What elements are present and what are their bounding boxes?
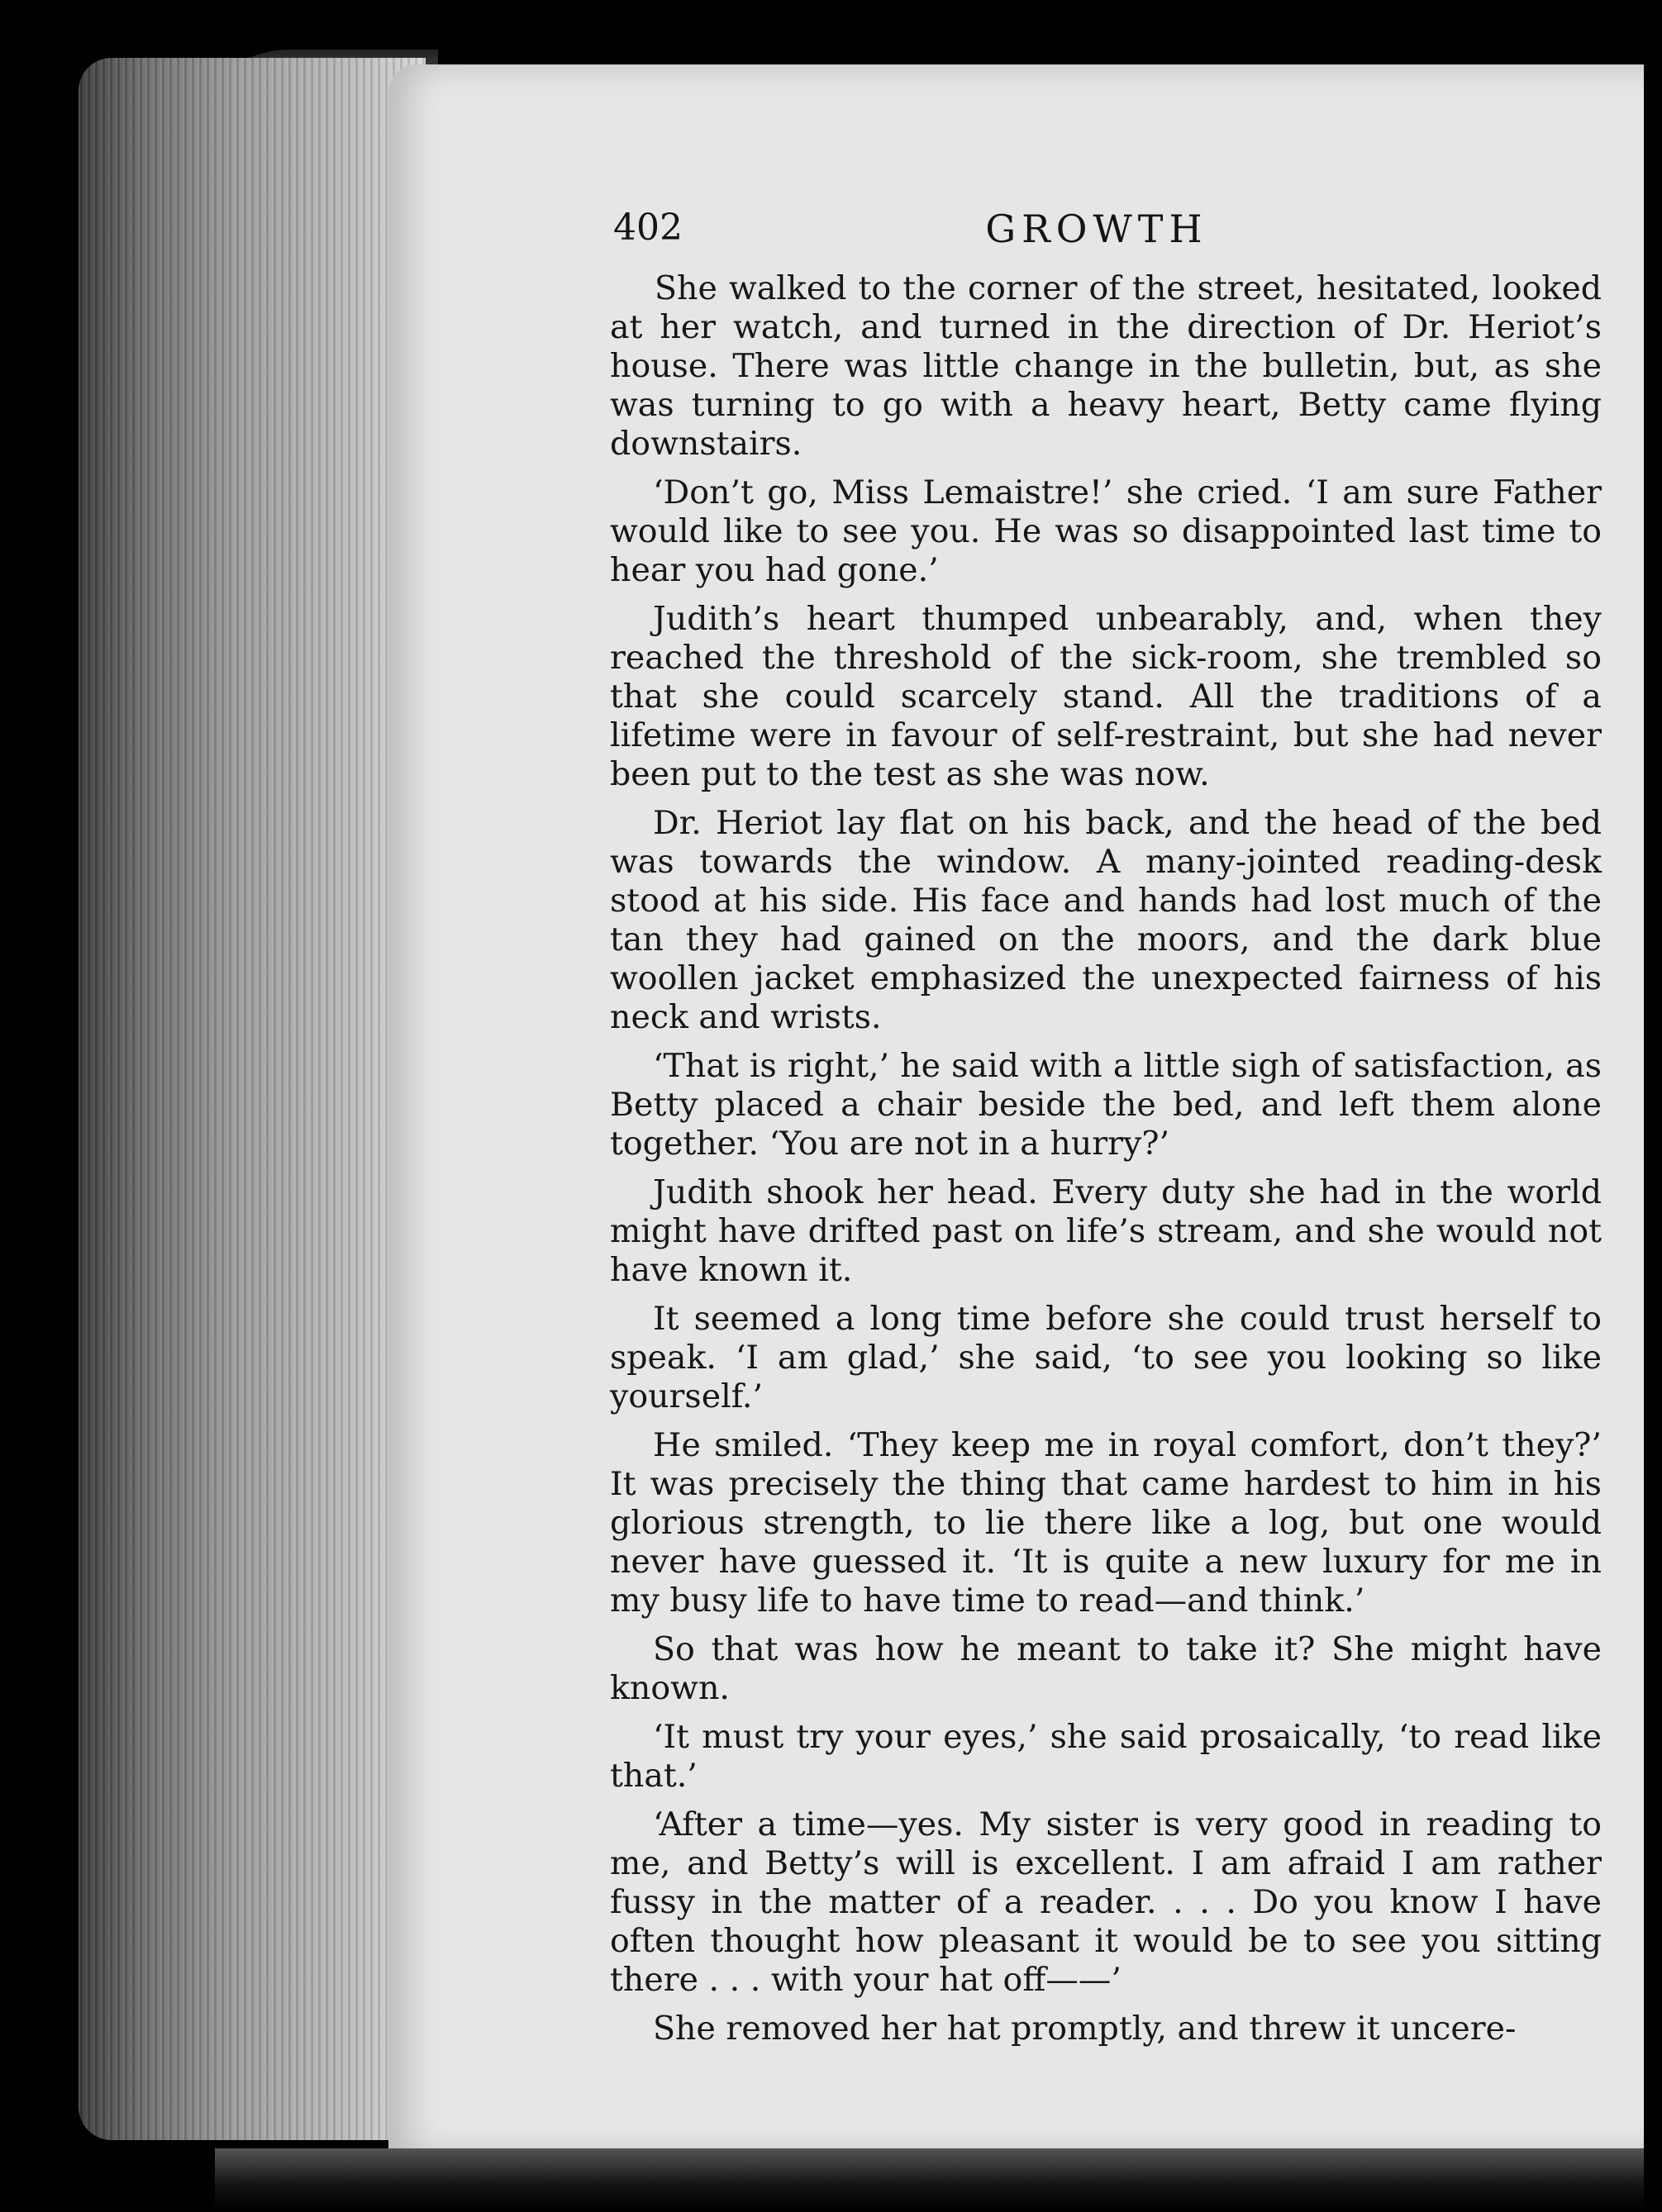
paragraph: Dr. Heriot lay flat on his back, and the head of the bed was towards the window. A many-jointed reading-desk stood at his side. His face and hands had lost much of the tan they had gained on the moors, and the dark blue woollen jacket emphasized the unexpected fairness of his neck and wrists. — [610, 804, 1602, 1036]
page-header — [613, 207, 1580, 264]
running-head: GROWTH — [985, 207, 1208, 251]
scan-bottom-shadow — [215, 2148, 1662, 2212]
paragraph: ‘Don’t go, Miss Lemaistre!’ she cried. ‘I am sure Father would like to see you. He was so disappointed last time to hear you had gone.’ — [610, 473, 1602, 589]
paragraph: ‘That is right,’ he said with a little sigh of satisfaction, as Betty placed a chair beside the bed, and left them alone together. ‘You are not in a hurry?’ — [610, 1047, 1602, 1163]
paragraph: He smiled. ‘They keep me in royal comfort, don’t they?’ It was precisely the thing that came hardest to him in his glorious strength, to lie there like a log, but one would never have guessed it. ‘It is quite a new luxury for me in my busy life to have time to read—and think.’ — [610, 1426, 1602, 1620]
body-text — [610, 269, 1602, 2058]
page-number: 402 — [613, 207, 683, 249]
paragraph: Judith’s heart thumped unbearably, and, when they reached the threshold of the sick-room, she trembled so that she could scarcely stand. All the traditions of a lifetime were in favour of self-restraint, but she had never been put to the test as she was now. — [610, 600, 1602, 793]
paragraph: ‘It must try your eyes,’ she said prosaically, ‘to read like that.’ — [610, 1718, 1602, 1795]
paragraph: ‘After a time—yes. My sister is very good in reading to me, and Betty’s will is excellent. I am afraid I am rather fussy in the matter of a reader. . . . Do you know I have often thought how pleasant it would be to see you sitting there . . . with your hat off——’ — [610, 1805, 1602, 1999]
paragraph: Judith shook her head. Every duty she had in the world might have drifted past on life’s stream, and she would not have known it. — [610, 1173, 1602, 1289]
paragraph: She removed her hat promptly, and threw it uncere- — [653, 2010, 1517, 2048]
paragraph: It seemed a long time before she could trust herself to speak. ‘I am glad,’ she said, ‘to see you looking so like yourself.’ — [610, 1300, 1602, 1415]
scan-right-border — [1644, 0, 1662, 2212]
book-page-edges — [79, 58, 426, 2140]
paragraph: So that was how he meant to take it? She might have known. — [610, 1630, 1602, 1707]
paragraph: She walked to the corner of the street, hesitated, looked at her watch, and turned in the direction of Dr. Heriot’s house. There was little change in the bulletin, but, as she was turning to go with a heavy heart, Betty came flying downstairs. — [610, 269, 1602, 463]
